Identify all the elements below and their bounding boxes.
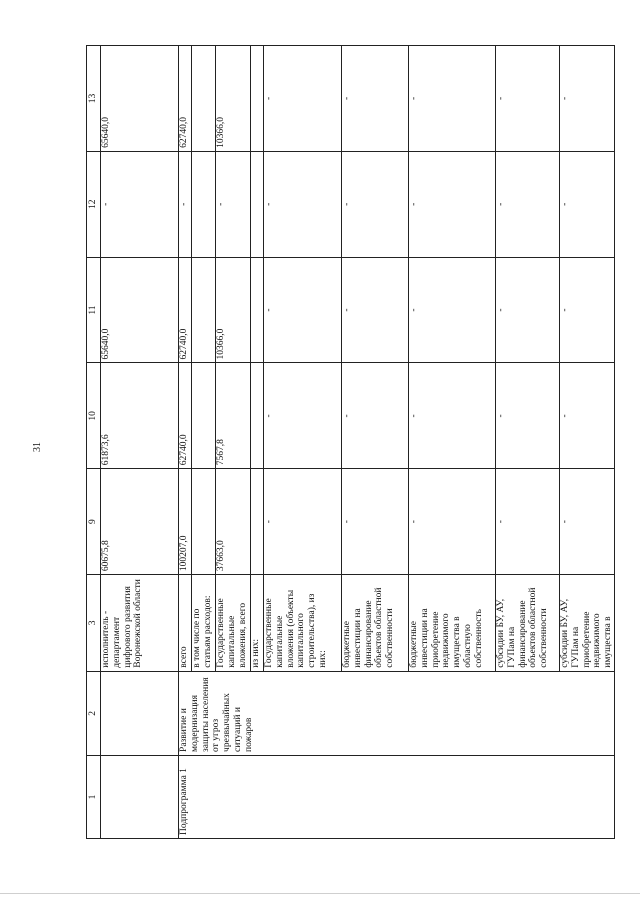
table-row (179, 46, 192, 839)
row-label: субсидии БУ, АУ, ГУПам на приобретение недвижимого имущества в (560, 575, 615, 672)
value-cell: - (409, 46, 496, 152)
value-cell (192, 469, 216, 575)
row-label: Государственные капитальные вложения, всего (216, 575, 251, 672)
value-cell: - (409, 151, 496, 257)
value-cell: - (496, 151, 560, 257)
value-cell: - (409, 469, 496, 575)
value-cell: - (264, 257, 342, 363)
value-cell: 65640,0 (101, 257, 179, 363)
row-label: в том числе по статьям расходов: (192, 575, 216, 672)
empty-cell (101, 755, 179, 838)
value-cell: 100207,0 (179, 469, 192, 575)
value-cell: 62740,0 (179, 257, 192, 363)
executor-cell: исполнитель - департамент цифрового развития Воронежской области (101, 575, 179, 672)
value-cell: - (264, 151, 342, 257)
value-cell: - (264, 46, 342, 152)
value-cell (192, 151, 216, 257)
value-cell: - (342, 46, 409, 152)
row-label: Государственные капитальные вложения (объекты капитального строительства), из них: (264, 575, 342, 672)
value-cell: - (101, 151, 179, 257)
value-cell (251, 363, 264, 469)
value-cell: 60675,8 (101, 469, 179, 575)
row-label: всего (179, 575, 192, 672)
value-cell (192, 46, 216, 152)
value-cell: - (342, 363, 409, 469)
header-cell: 2 (87, 671, 101, 755)
budget-table (86, 45, 615, 839)
value-cell: - (496, 363, 560, 469)
value-cell (251, 257, 264, 363)
value-cell: - (560, 257, 615, 363)
rotated-table-canvas (86, 45, 614, 839)
header-cell: 13 (87, 46, 101, 152)
header-cell: 3 (87, 575, 101, 672)
value-cell: 37663,0 (216, 469, 251, 575)
value-cell: - (264, 363, 342, 469)
value-cell: - (496, 469, 560, 575)
empty-cell (101, 671, 179, 755)
value-cell (251, 46, 264, 152)
value-cell: 7567,8 (216, 363, 251, 469)
value-cell: 10366,0 (216, 257, 251, 363)
value-cell: - (264, 469, 342, 575)
value-cell (251, 469, 264, 575)
value-cell: - (560, 363, 615, 469)
value-cell: - (496, 46, 560, 152)
program-code-cell: Подпрограмма 1 (179, 755, 615, 838)
page-number: 31 (32, 442, 43, 452)
value-cell: - (560, 46, 615, 152)
row-label: субсидии БУ, АУ, ГУПам на финансирование объектов областной собственности (496, 575, 560, 672)
page-bottom-rule (0, 893, 640, 894)
value-cell: 62740,0 (179, 363, 192, 469)
row-label: бюджетные инвестиции на финансирование объектов областной собственности (342, 575, 409, 672)
value-cell (251, 151, 264, 257)
value-cell: 62740,0 (179, 46, 192, 152)
value-cell: 10366,0 (216, 46, 251, 152)
value-cell: - (496, 257, 560, 363)
value-cell (192, 257, 216, 363)
row-label: из них: (251, 575, 264, 672)
table-frame (86, 45, 614, 839)
value-cell (192, 363, 216, 469)
value-cell: - (409, 257, 496, 363)
header-cell: 10 (87, 363, 101, 469)
value-cell: - (216, 151, 251, 257)
header-row (87, 46, 101, 839)
header-cell: 12 (87, 151, 101, 257)
program-name-cell: Развитие и модернизация защиты населения от угроз чрезвычайных ситуаций и пожаров (179, 671, 615, 755)
value-cell: - (179, 151, 192, 257)
value-cell: - (560, 469, 615, 575)
header-cell: 9 (87, 469, 101, 575)
value-cell: 65640,0 (101, 46, 179, 152)
value-cell: - (560, 151, 615, 257)
table-row (101, 46, 179, 839)
value-cell: - (342, 151, 409, 257)
header-cell: 1 (87, 755, 101, 838)
value-cell: 61873,6 (101, 363, 179, 469)
value-cell: - (342, 469, 409, 575)
value-cell: - (409, 363, 496, 469)
header-cell: 11 (87, 257, 101, 363)
row-label: бюджетные инвестиции на приобретение недвижимого имущества в областную собственность (409, 575, 496, 672)
value-cell: - (342, 257, 409, 363)
